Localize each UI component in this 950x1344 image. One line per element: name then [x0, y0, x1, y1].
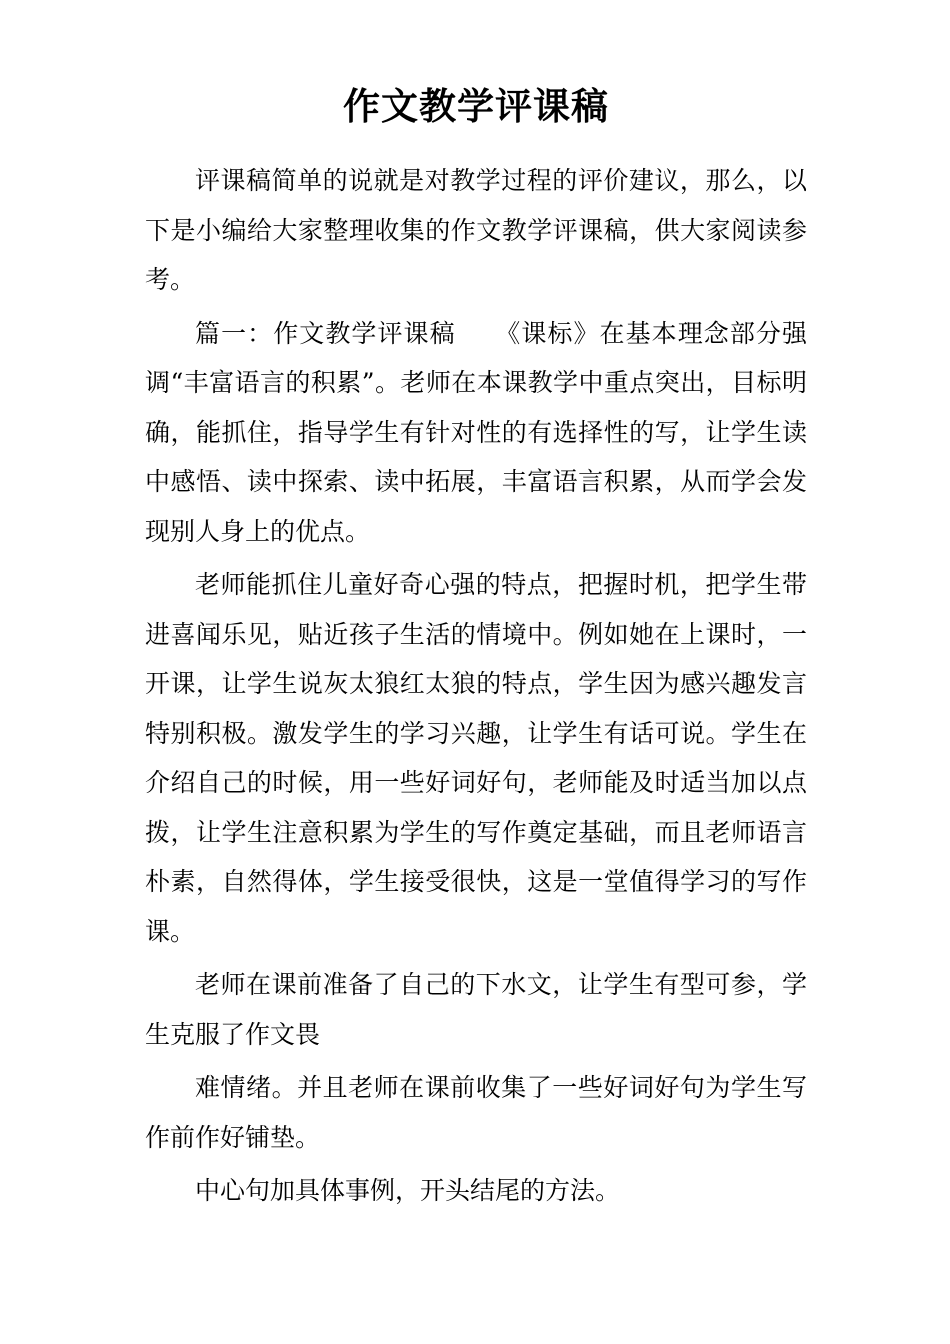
document-title: 作文教学评课稿: [343, 84, 609, 128]
paragraph-intro: 评课稿简单的说就是对教学过程的评价建议，那么，以下是小编给大家整理收集的作文教学评课稿，供大家阅读参考。: [145, 166, 807, 294]
paragraph-teacher-methods: 老师能抓住儿童好奇心强的特点，把握时机，把学生带进喜闻乐见，贴近孩子生活的情境中。例如她在上课时，一开课，让学生说灰太狼红太狼的特点，学生因为感兴趣发言特别积极。激发学生的学习兴趣，让学生有话可说。学生在介绍自己的时候，用一些好词好句，老师能及时适当加以点拨，让学生注意积累为学生的写作奠定基础，而且老师语言朴素，自然得体，学生接受很快，这是一堂值得学习的写作课。: [145, 570, 807, 946]
paragraph-method-summary: 中心句加具体事例，开头结尾的方法。: [195, 1176, 621, 1205]
document-page: [145, 78, 807, 1220]
paragraph-part-one: 篇一：作文教学评课稿 《课标》在基本理念部分强调“丰富语言的积累”。老师在本课教学中重点突出，目标明确，能抓住，指导学生有针对性的有选择性的写，让学生读中感悟、读中探索、读中拓展，丰富语言积累，从而学会发现别人身上的优点。: [145, 318, 807, 546]
paragraph-model-essay: 老师在课前准备了自己的下水文，让学生有型可参，学生克服了作文畏: [145, 970, 807, 1049]
paragraph-preparation: 难情绪。并且老师在课前收集了一些好词好句为学生写作前作好铺垫。: [145, 1073, 807, 1152]
